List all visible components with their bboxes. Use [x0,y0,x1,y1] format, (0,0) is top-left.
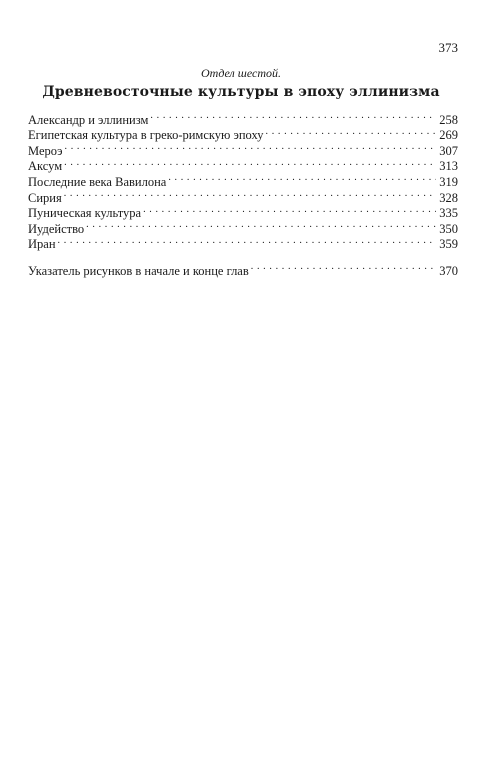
toc-entry-page: 307 [436,144,458,160]
toc-entry-page: 350 [436,222,458,238]
toc-entry-page: 328 [436,191,458,207]
toc-entry-title: Египетская культура в греко-римскую эпоху [28,128,264,143]
toc-entry-page: 359 [436,237,458,253]
toc-entry-page: 335 [436,206,458,222]
dot-leader [64,155,436,171]
dot-leader [251,259,436,275]
dot-leader [65,139,437,155]
toc-entry-title: Иран [28,237,56,252]
toc-entry[interactable] [28,233,458,252]
dot-leader [168,170,436,186]
toc-entry-title: Мероэ [28,143,63,158]
toc-entry[interactable] [28,217,458,236]
toc-entry-title: Аксум [28,159,63,174]
dot-leader [58,233,437,249]
dot-leader [86,217,436,233]
dot-leader [143,202,436,218]
toc-entry-title: Сирия [28,190,62,205]
page-number: 373 [438,40,458,55]
toc-entry[interactable] [28,170,458,189]
toc-entry[interactable] [28,155,458,174]
dot-leader [150,108,436,124]
toc-entry-page: 319 [436,175,458,191]
toc-entry-page: 258 [436,113,458,129]
toc-entry[interactable] [28,186,458,205]
toc-entry[interactable] [28,108,458,127]
toc-entry[interactable] [28,139,458,158]
toc-entry-page: 313 [436,159,458,175]
toc-entry-title: Пуническая культура [28,206,142,221]
toc-entry-page: 269 [436,128,458,144]
table-of-contents [28,108,458,252]
toc-entry-page: 370 [436,264,458,280]
toc-entry-title: Указатель рисунков в начале и конце глав [28,263,249,278]
toc-entry-title: Александр и эллинизм [28,112,149,127]
toc-entry-title: Иудейство [28,221,85,236]
toc-entry-figures-index[interactable] [28,259,458,278]
figures-index [28,259,458,278]
dot-leader [266,124,437,140]
toc-entry[interactable] [28,202,458,221]
dot-leader [64,186,437,202]
section-title: Древневосточные культуры в эпоху эллинизма [42,84,440,100]
toc-entry-title: Последние века Вавилона [28,174,167,189]
section-label: Отдел шестой. [200,66,282,80]
